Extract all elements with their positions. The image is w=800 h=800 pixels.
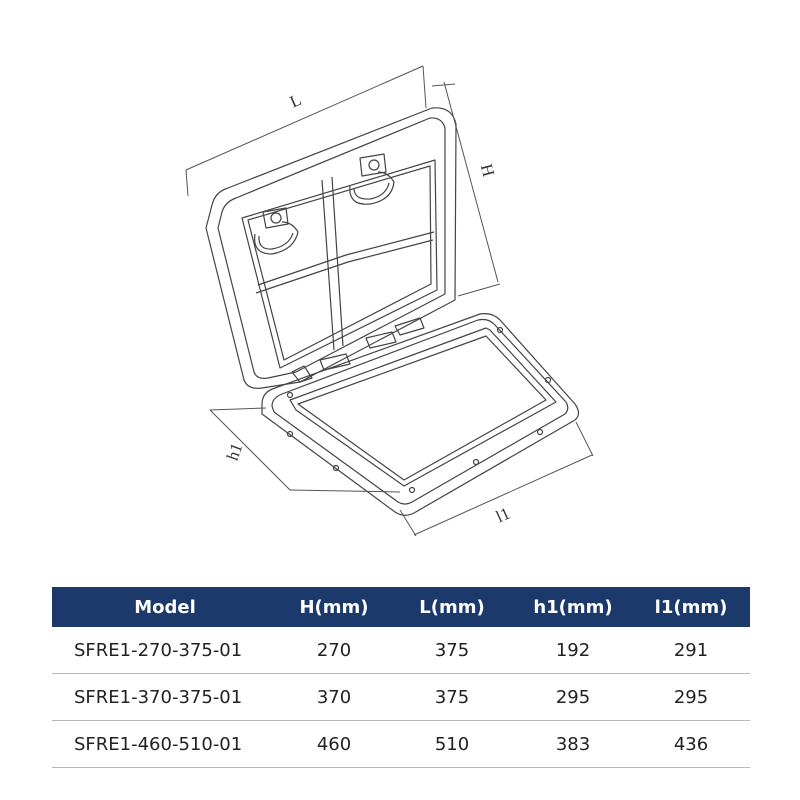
label-l1: l1 <box>493 503 513 527</box>
header-l: L(mm) <box>390 587 514 627</box>
label-h1: h1 <box>222 440 247 463</box>
header-h1: h1(mm) <box>514 587 632 627</box>
cell-model: SFRE1-270-375-01 <box>52 627 278 674</box>
table-row <box>52 674 750 721</box>
label-L: L <box>286 89 305 112</box>
cell-h1: 192 <box>514 627 632 674</box>
cell-h: 460 <box>278 721 390 768</box>
cell-h1: 383 <box>514 721 632 768</box>
hatch-frame <box>262 314 579 516</box>
table-row <box>52 721 750 768</box>
cell-l: 510 <box>390 721 514 768</box>
table-header-row <box>52 587 750 627</box>
cell-h: 370 <box>278 674 390 721</box>
cell-l1: 436 <box>632 721 750 768</box>
hatch-lid <box>206 108 456 389</box>
header-model: Model <box>52 587 278 627</box>
label-H: H <box>476 161 499 179</box>
cell-l1: 291 <box>632 627 750 674</box>
cell-model: SFRE1-370-375-01 <box>52 674 278 721</box>
dimension-lines <box>186 66 593 536</box>
cell-h: 270 <box>278 627 390 674</box>
cell-l: 375 <box>390 674 514 721</box>
cell-l1: 295 <box>632 674 750 721</box>
header-l1: l1(mm) <box>632 587 750 627</box>
spec-table <box>52 587 750 768</box>
cell-l: 375 <box>390 627 514 674</box>
header-h: H(mm) <box>278 587 390 627</box>
table-row <box>52 627 750 674</box>
cell-h1: 295 <box>514 674 632 721</box>
cell-model: SFRE1-460-510-01 <box>52 721 278 768</box>
